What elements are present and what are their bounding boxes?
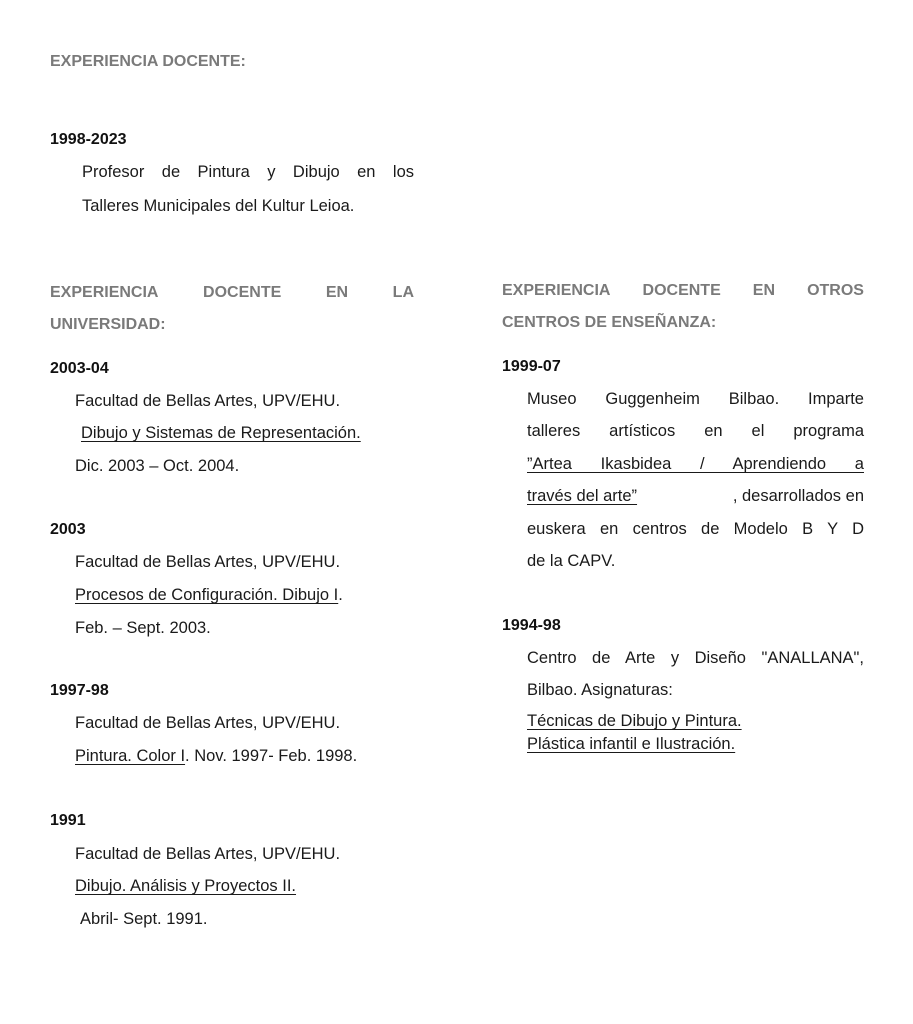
- course-link[interactable]: Dibujo. Análisis y Proyectos II.: [75, 877, 297, 895]
- dates-text: Feb. – Sept. 2003.: [75, 619, 211, 637]
- course-line: [75, 586, 343, 605]
- section-heading-line2: CENTROS DE ENSEÑANZA:: [502, 314, 717, 331]
- text-line: [527, 487, 864, 506]
- year-label: 1994-98: [502, 617, 561, 634]
- heading-word: OTROS: [807, 282, 864, 299]
- text-line: Bilbao. Asignaturas:: [527, 681, 673, 699]
- section-heading-otros-centros: [502, 282, 864, 300]
- year-label: 2003: [50, 521, 86, 538]
- text-line: de la CAPV.: [527, 552, 616, 570]
- dates-text: Dic. 2003 – Oct. 2004.: [75, 457, 240, 475]
- heading-word: EXPERIENCIA: [502, 282, 611, 299]
- heading-word: DOCENTE: [203, 284, 282, 301]
- year-label: 2003-04: [50, 360, 109, 377]
- section-heading-experiencia-docente: EXPERIENCIA DOCENTE:: [50, 53, 246, 70]
- program-link[interactable]: través del arte”: [527, 487, 638, 505]
- text-line: Centro de Arte y Diseño "ANALLANA",: [527, 649, 864, 667]
- course-link[interactable]: Dibujo y Sistemas de Representación.: [81, 424, 361, 442]
- course-link[interactable]: Procesos de Configuración. Dibujo I: [75, 586, 339, 604]
- section-heading-line2: UNIVERSIDAD:: [50, 316, 166, 333]
- section-heading-universidad: [50, 284, 414, 302]
- year-label: 1999-07: [502, 358, 561, 375]
- text-line: Museo Guggenheim Bilbao. Imparte: [527, 390, 864, 408]
- institution-text: Facultad de Bellas Artes, UPV/EHU.: [75, 553, 341, 571]
- year-label: 1991: [50, 812, 86, 829]
- dates-text: Abril- Sept. 1991.: [80, 910, 208, 928]
- heading-word: DOCENTE: [642, 282, 721, 299]
- course-suffix: . Nov. 1997- Feb. 1998.: [185, 747, 358, 765]
- course-line: [75, 747, 357, 766]
- course-link[interactable]: Pintura. Color I: [75, 747, 186, 765]
- program-link[interactable]: ”Artea Ikasbidea / Aprendiendo a: [527, 455, 864, 473]
- text-line: Talleres Municipales del Kultur Leioa.: [82, 197, 355, 215]
- institution-text: Facultad de Bellas Artes, UPV/EHU.: [75, 392, 341, 410]
- text-line: Profesor de Pintura y Dibujo en los: [82, 163, 414, 181]
- year-label: 1997-98: [50, 682, 109, 699]
- subject-link[interactable]: Plástica infantil e Ilustración.: [527, 735, 736, 753]
- heading-word: EN: [752, 282, 776, 299]
- text-line: euskera en centros de Modelo B Y D: [527, 520, 864, 538]
- text-line: talleres artísticos en el programa: [527, 422, 864, 440]
- text-fragment: , desarrollados en: [732, 487, 864, 505]
- institution-text: Facultad de Bellas Artes, UPV/EHU.: [75, 845, 341, 863]
- subject-link[interactable]: Técnicas de Dibujo y Pintura.: [527, 712, 742, 730]
- course-suffix: .: [338, 586, 343, 604]
- heading-word: LA: [392, 284, 414, 301]
- institution-text: Facultad de Bellas Artes, UPV/EHU.: [75, 714, 341, 732]
- heading-word: EXPERIENCIA: [50, 284, 159, 301]
- year-label: 1998-2023: [50, 131, 127, 148]
- heading-word: EN: [325, 284, 349, 301]
